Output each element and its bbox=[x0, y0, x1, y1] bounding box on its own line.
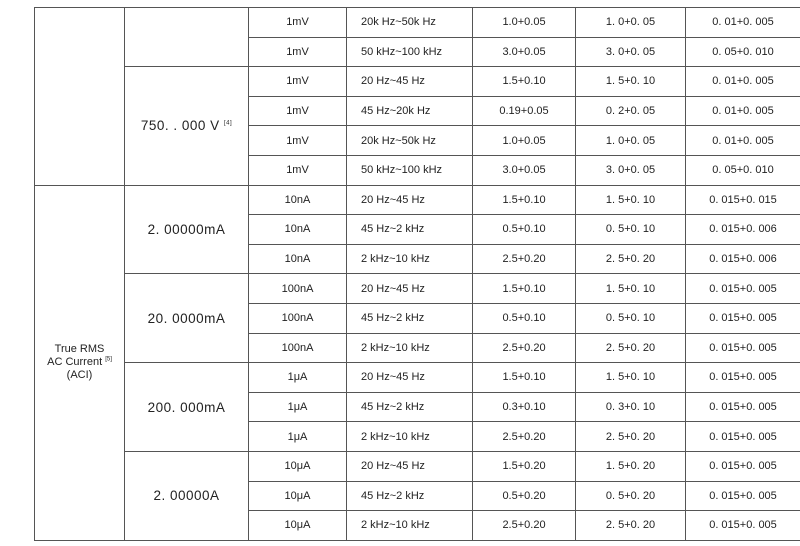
resolution-cell: 1mV bbox=[249, 37, 347, 67]
frequency-cell: 45 Hz~2 kHz bbox=[347, 481, 473, 511]
temp-coef-cell: 0. 015+0. 005 bbox=[686, 422, 800, 452]
range-value: 20. 0000mA bbox=[147, 310, 226, 326]
accuracy-cell: 0.19+0.05 bbox=[473, 96, 576, 126]
temp-coef-cell: 0. 015+0. 006 bbox=[686, 215, 800, 245]
frequency-cell: 2 kHz~10 kHz bbox=[347, 511, 473, 541]
resolution-cell: 1mV bbox=[249, 8, 347, 38]
frequency-cell: 20 Hz~45 Hz bbox=[347, 67, 473, 97]
range-cell bbox=[125, 67, 249, 185]
accuracy-cell: 3.0+0.05 bbox=[473, 155, 576, 185]
accuracy-cell: 1.5+0.10 bbox=[473, 67, 576, 97]
accuracy-cell: 2.5+0.20 bbox=[473, 333, 576, 363]
accuracy-cell: 1.5+0.20 bbox=[473, 451, 576, 481]
function-line2: AC Current bbox=[47, 356, 103, 369]
function-cell bbox=[35, 185, 125, 540]
resolution-cell: 1mV bbox=[249, 155, 347, 185]
frequency-cell: 50 kHz~100 kHz bbox=[347, 155, 473, 185]
resolution-cell: 100nA bbox=[249, 333, 347, 363]
resolution-cell: 10μA bbox=[249, 451, 347, 481]
accuracy-cell: 0.3+0.10 bbox=[473, 392, 576, 422]
temp-coef-cell: 0. 01+0. 005 bbox=[686, 96, 800, 126]
resolution-cell: 1mV bbox=[249, 96, 347, 126]
frequency-cell: 20 Hz~45 Hz bbox=[347, 274, 473, 304]
table-row bbox=[35, 274, 800, 304]
accuracy-cell: 1.5+0.10 bbox=[473, 274, 576, 304]
temp-coef-cell: 0. 015+0. 005 bbox=[686, 451, 800, 481]
accuracy-cell: 2. 5+0. 20 bbox=[576, 244, 686, 274]
range-cell bbox=[125, 185, 249, 274]
range-value: 2. 00000mA bbox=[147, 221, 226, 237]
frequency-cell: 45 Hz~2 kHz bbox=[347, 392, 473, 422]
resolution-cell: 1mV bbox=[249, 126, 347, 156]
spec-table bbox=[34, 7, 800, 541]
resolution-cell: 1μA bbox=[249, 392, 347, 422]
temp-coef-cell: 0. 01+0. 005 bbox=[686, 126, 800, 156]
temp-coef-cell: 0. 015+0. 005 bbox=[686, 481, 800, 511]
resolution-cell: 10μA bbox=[249, 481, 347, 511]
accuracy-cell: 1.0+0.05 bbox=[473, 126, 576, 156]
temp-coef-cell: 0. 015+0. 005 bbox=[686, 274, 800, 304]
frequency-cell: 20 Hz~45 Hz bbox=[347, 451, 473, 481]
accuracy-cell: 2.5+0.20 bbox=[473, 244, 576, 274]
frequency-cell: 50 kHz~100 kHz bbox=[347, 37, 473, 67]
accuracy-cell: 1.5+0.10 bbox=[473, 185, 576, 215]
accuracy-cell: 3. 0+0. 05 bbox=[576, 155, 686, 185]
resolution-cell: 1μA bbox=[249, 422, 347, 452]
accuracy-cell: 0. 2+0. 05 bbox=[576, 96, 686, 126]
frequency-cell: 2 kHz~10 kHz bbox=[347, 422, 473, 452]
accuracy-cell: 3. 0+0. 05 bbox=[576, 37, 686, 67]
range-value: 200. 000mA bbox=[147, 399, 226, 415]
temp-coef-cell: 0. 05+0. 010 bbox=[686, 37, 800, 67]
temp-coef-cell: 0. 015+0. 005 bbox=[686, 392, 800, 422]
frequency-cell: 20 Hz~45 Hz bbox=[347, 185, 473, 215]
table-row bbox=[35, 67, 800, 97]
accuracy-cell: 2.5+0.20 bbox=[473, 511, 576, 541]
frequency-cell: 45 Hz~2 kHz bbox=[347, 215, 473, 245]
accuracy-cell: 1. 0+0. 05 bbox=[576, 126, 686, 156]
range-cell bbox=[125, 274, 249, 363]
table-row bbox=[35, 185, 800, 215]
accuracy-cell: 2. 5+0. 20 bbox=[576, 511, 686, 541]
table-row bbox=[35, 451, 800, 481]
accuracy-cell: 0.5+0.10 bbox=[473, 303, 576, 333]
frequency-cell: 20 Hz~45 Hz bbox=[347, 363, 473, 393]
temp-coef-cell: 0. 015+0. 005 bbox=[686, 333, 800, 363]
accuracy-cell: 1. 5+0. 10 bbox=[576, 274, 686, 304]
accuracy-cell: 1. 0+0. 05 bbox=[576, 8, 686, 38]
function-note: [5] bbox=[105, 356, 112, 363]
temp-coef-cell: 0. 015+0. 006 bbox=[686, 244, 800, 274]
frequency-cell: 2 kHz~10 kHz bbox=[347, 244, 473, 274]
accuracy-cell: 1. 5+0. 10 bbox=[576, 67, 686, 97]
temp-coef-cell: 0. 01+0. 005 bbox=[686, 67, 800, 97]
accuracy-cell: 0.5+0.20 bbox=[473, 481, 576, 511]
temp-coef-cell: 0. 015+0. 015 bbox=[686, 185, 800, 215]
resolution-cell: 1mV bbox=[249, 67, 347, 97]
range-cell bbox=[125, 8, 249, 67]
accuracy-cell: 1.0+0.05 bbox=[473, 8, 576, 38]
accuracy-cell: 0. 3+0. 10 bbox=[576, 392, 686, 422]
range-cell bbox=[125, 451, 249, 540]
accuracy-cell: 2. 5+0. 20 bbox=[576, 422, 686, 452]
accuracy-cell: 0. 5+0. 10 bbox=[576, 303, 686, 333]
range-value: 750. . 000 V bbox=[140, 118, 220, 134]
accuracy-cell: 0. 5+0. 10 bbox=[576, 215, 686, 245]
frequency-cell: 20k Hz~50k Hz bbox=[347, 8, 473, 38]
resolution-cell: 100nA bbox=[249, 274, 347, 304]
resolution-cell: 10nA bbox=[249, 215, 347, 245]
frequency-cell: 20k Hz~50k Hz bbox=[347, 126, 473, 156]
range-note: [4] bbox=[223, 120, 233, 127]
temp-coef-cell: 0. 015+0. 005 bbox=[686, 363, 800, 393]
frequency-cell: 45 Hz~2 kHz bbox=[347, 303, 473, 333]
accuracy-cell: 1. 5+0. 10 bbox=[576, 185, 686, 215]
function-line1: True RMS bbox=[54, 343, 105, 356]
accuracy-cell: 0.5+0.10 bbox=[473, 215, 576, 245]
accuracy-cell: 1. 5+0. 10 bbox=[576, 363, 686, 393]
resolution-cell: 10nA bbox=[249, 244, 347, 274]
table-row bbox=[35, 363, 800, 393]
temp-coef-cell: 0. 01+0. 005 bbox=[686, 8, 800, 38]
temp-coef-cell: 0. 05+0. 010 bbox=[686, 155, 800, 185]
resolution-cell: 10nA bbox=[249, 185, 347, 215]
resolution-cell: 100nA bbox=[249, 303, 347, 333]
resolution-cell: 10μA bbox=[249, 511, 347, 541]
accuracy-cell: 0. 5+0. 20 bbox=[576, 481, 686, 511]
function-cell bbox=[35, 8, 125, 186]
frequency-cell: 45 Hz~20k Hz bbox=[347, 96, 473, 126]
temp-coef-cell: 0. 015+0. 005 bbox=[686, 511, 800, 541]
resolution-cell: 1μA bbox=[249, 363, 347, 393]
temp-coef-cell: 0. 015+0. 005 bbox=[686, 303, 800, 333]
table-row bbox=[35, 8, 800, 38]
accuracy-cell: 1. 5+0. 20 bbox=[576, 451, 686, 481]
accuracy-cell: 3.0+0.05 bbox=[473, 37, 576, 67]
accuracy-cell: 2.5+0.20 bbox=[473, 422, 576, 452]
accuracy-cell: 2. 5+0. 20 bbox=[576, 333, 686, 363]
accuracy-cell: 1.5+0.10 bbox=[473, 363, 576, 393]
range-value: 2. 00000A bbox=[153, 488, 220, 504]
range-cell bbox=[125, 363, 249, 452]
frequency-cell: 2 kHz~10 kHz bbox=[347, 333, 473, 363]
function-line3: (ACI) bbox=[66, 369, 93, 382]
